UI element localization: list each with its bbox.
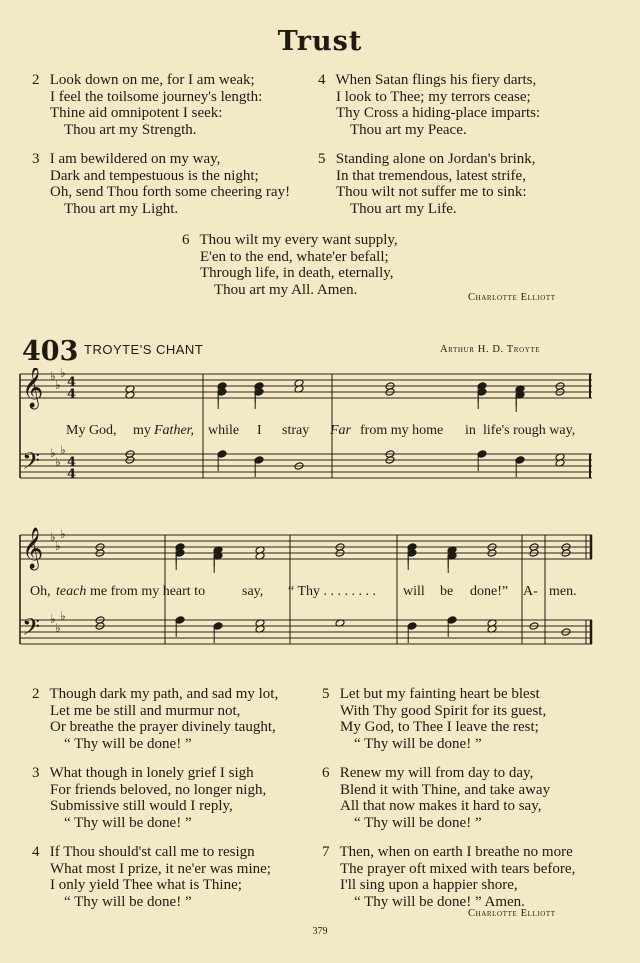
top-verse-5 [318, 151, 536, 217]
verse-line: 5 Let but my fainting heart be blest [322, 686, 540, 702]
verse-line: What most I prize, it ne'er was mine; [50, 860, 271, 877]
flat-icon: ♭ [50, 446, 56, 460]
lyric-syllable: me from my heart to [90, 584, 206, 599]
verse-line: 3 What though in lonely grief I sigh [32, 765, 254, 781]
flat-icon: ♭ [50, 369, 56, 383]
flat-icon: ♭ [55, 378, 61, 392]
verse-line: Let me be still and murmur not, [50, 702, 241, 719]
verse-line: Blend it with Thine, and take away [340, 781, 551, 798]
verse-line: Thine aid omnipotent I seek: [50, 105, 223, 121]
verse-line: With Thy good Spirit for its guest, [340, 702, 547, 719]
verse-line: Through life, in death, eternally, [200, 265, 394, 281]
lyric-syllable: say, [242, 584, 264, 599]
lyric-syllable: My God, [66, 423, 117, 438]
treble-clef-icon: 𝄞 [22, 528, 44, 569]
verse-line: Thou wilt not suffer me to sink: [336, 184, 527, 200]
flat-icon: ♭ [60, 443, 66, 457]
time-signature: 4 [67, 455, 77, 470]
verse-line: Or breathe the prayer divinely taught, [50, 719, 276, 735]
hymn-verse-3 [32, 765, 266, 831]
lyric-syllable: done!” [470, 584, 509, 599]
lyric-syllable: will [403, 584, 425, 599]
lyric-syllable: life's rough way, [483, 423, 576, 438]
verse-line: Thou art my Life. [350, 200, 457, 217]
flat-icon: ♭ [60, 527, 66, 541]
verse-line: Submissive still would I reply, [50, 798, 233, 814]
tune-name: TROYTE'S CHANT [84, 342, 204, 357]
verse-line: “ Thy will be done! ” [64, 893, 192, 910]
hymn-verse-7 [322, 844, 575, 910]
treble-clef-icon: 𝄞 [22, 368, 44, 408]
lyric-syllable: be [440, 584, 454, 599]
flat-icon: ♭ [55, 621, 61, 635]
top-hymn-author: Charlotte Elliott [468, 292, 556, 303]
hymn-author: Charlotte Elliott [468, 908, 556, 919]
lyric-syllable: I [257, 423, 262, 438]
flat-icon: ♭ [50, 530, 56, 544]
verse-line: Thou art my All. Amen. [214, 281, 358, 298]
lyric-syllable: men. [549, 584, 577, 599]
verse-line: In that tremendous, latest strife, [336, 167, 526, 184]
lyrics-line-1 [0, 423, 640, 441]
lyric-syllable: Far [330, 423, 351, 438]
verse-line: Oh, send Thou forth some cheering ray! [50, 184, 291, 200]
top-verse-6 [182, 232, 398, 298]
verse-line: E'en to the end, whate'er befall; [200, 248, 389, 265]
verse-line: 3 I am bewildered on my way, [32, 151, 221, 167]
verse-line: 6 Thou wilt my every want supply, [182, 232, 398, 248]
flat-icon: ♭ [55, 455, 61, 469]
lyric-syllable: from my home [360, 423, 444, 438]
verse-line: I'll sing upon a happier shore, [340, 877, 518, 893]
verse-line: “ Thy will be done! ” [354, 735, 482, 752]
lyric-syllable: Oh, [30, 584, 51, 599]
verse-line: 4 When Satan flings his fiery darts, [318, 72, 537, 88]
lyric-syllable: my [133, 423, 151, 438]
time-signature: 4 [67, 467, 77, 482]
verse-line: My God, to Thee I leave the rest; [340, 719, 539, 735]
bass-clef-icon: 𝄢 [22, 447, 41, 480]
lyric-syllable: in [465, 423, 476, 438]
hymn-verse-6 [322, 765, 550, 831]
lyric-syllable: “ Thy . . . . . . . . [288, 584, 377, 599]
verse-line: Dark and tempestuous is the night; [50, 167, 259, 184]
lyric-syllable: Father, [154, 423, 195, 438]
hymn-verse-5 [322, 686, 546, 752]
verse-line: 7 Then, when on earth I breathe no more [322, 844, 573, 860]
hymn-verse-2 [32, 686, 278, 752]
verse-line: 2 Though dark my path, and sad my lot, [32, 686, 279, 702]
lyric-syllable: stray [282, 423, 310, 438]
top-verse-2 [32, 72, 262, 138]
lyric-syllable: A- [523, 584, 538, 599]
verse-line: For friends beloved, no longer nigh, [50, 781, 267, 798]
lyric-syllable: while [208, 423, 240, 438]
verse-line: Thy Cross a hiding-place imparts: [336, 105, 541, 121]
time-signature: 4 [67, 387, 77, 402]
verse-line: Thou art my Peace. [350, 121, 467, 138]
hymn-verse-4 [32, 844, 271, 910]
verse-line: 2 Look down on me, for I am weak; [32, 72, 255, 88]
verse-line: The prayer oft mixed with tears before, [340, 860, 576, 877]
verse-line: I feel the toilsome journey's length: [50, 88, 263, 105]
verse-line: 4 If Thou should'st call me to resign [32, 844, 255, 860]
top-verse-3 [32, 151, 290, 217]
verse-line: All that now makes it hard to say, [340, 798, 542, 814]
composer: Arthur H. D. Troyte [440, 344, 541, 355]
page-title: Trust [277, 26, 363, 57]
verse-line: 6 Renew my will from day to day, [322, 765, 534, 781]
lyric-syllable: teach [56, 584, 87, 599]
top-verse-4 [318, 72, 540, 138]
page-number: 379 [312, 926, 328, 937]
flat-icon: ♭ [55, 539, 61, 553]
verse-line: Thou art my Light. [64, 200, 179, 217]
flat-icon: ♭ [60, 368, 66, 380]
verse-line: “ Thy will be done! ” [64, 735, 192, 752]
time-signature: 4 [67, 375, 77, 390]
verse-line: I only yield Thee what is Thine; [50, 877, 242, 893]
verse-line: 5 Standing alone on Jordan's brink, [318, 151, 536, 167]
hymn-number: 403 [22, 336, 79, 367]
flat-icon: ♭ [60, 609, 66, 623]
verse-line: “ Thy will be done! ” [354, 814, 482, 831]
verse-line: “ Thy will be done! ” Amen. [354, 893, 525, 910]
verse-line: I look to Thee; my terrors cease; [336, 88, 531, 105]
verse-line: “ Thy will be done! ” [64, 814, 192, 831]
flat-icon: ♭ [50, 612, 56, 626]
bass-clef-icon: 𝄢 [22, 613, 41, 646]
lyrics-line-2 [0, 584, 640, 602]
verse-line: Thou art my Strength. [64, 121, 197, 138]
